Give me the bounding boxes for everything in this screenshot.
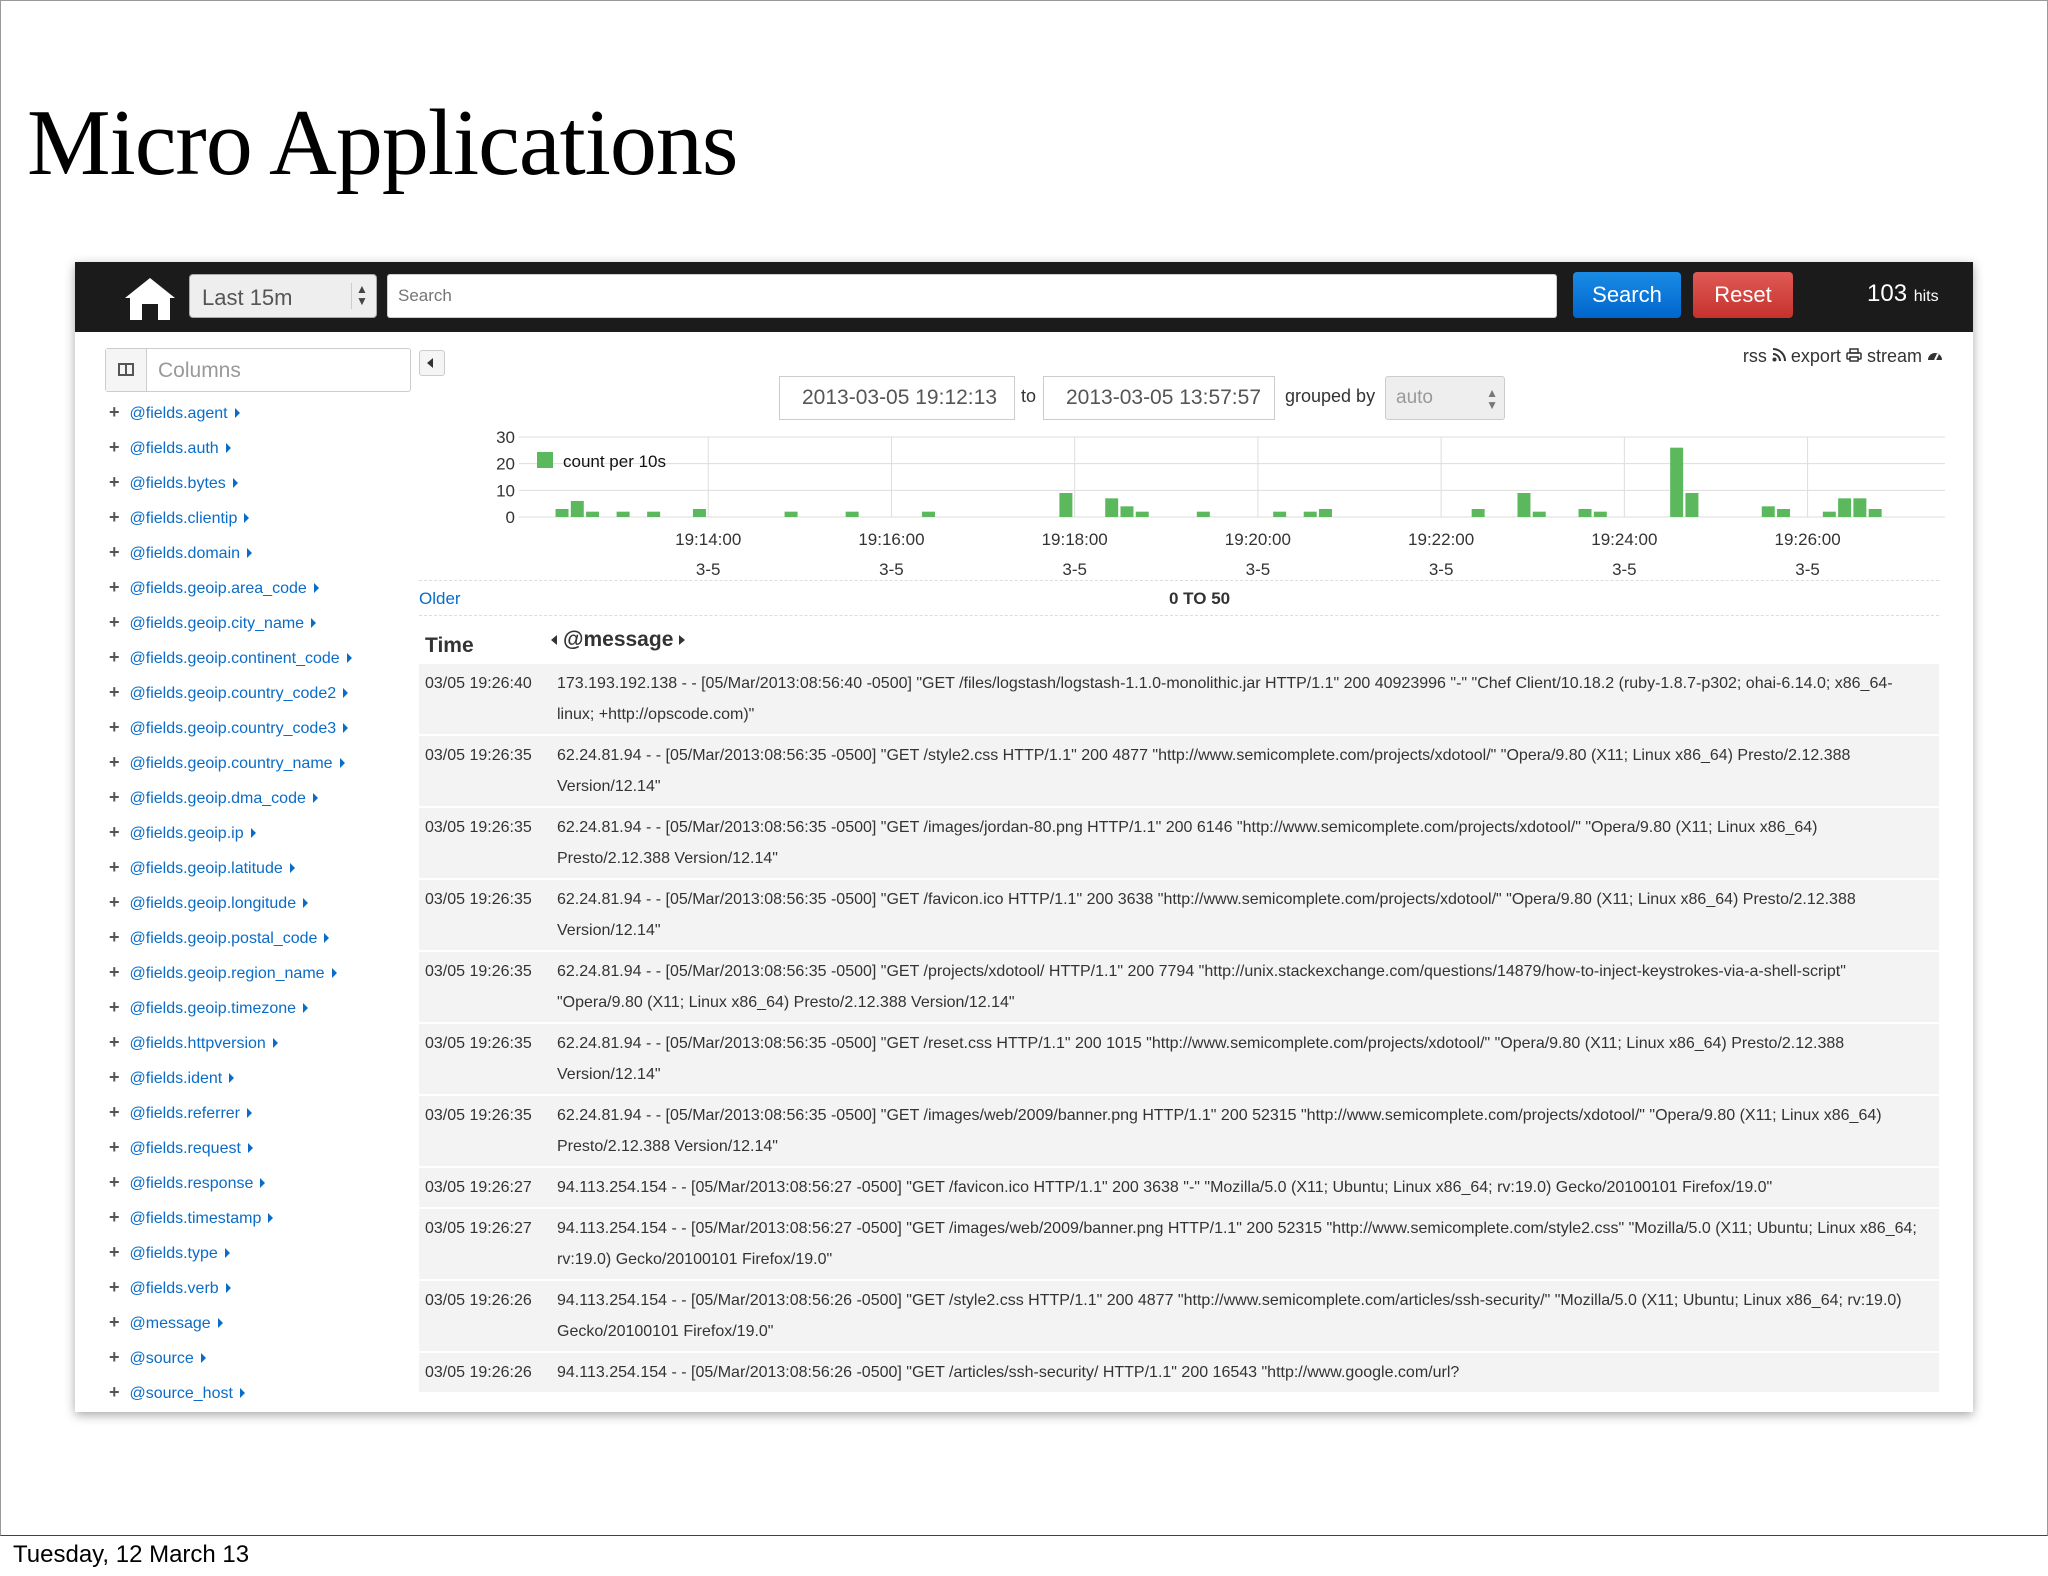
- field-item[interactable]: [109, 1172, 352, 1207]
- table-body: [419, 662, 1939, 1392]
- histogram-bar[interactable]: [1533, 512, 1546, 517]
- histogram-bar[interactable]: [1594, 512, 1607, 517]
- add-field-icon[interactable]: +: [109, 927, 120, 947]
- reset-button[interactable]: Reset: [1693, 272, 1793, 318]
- add-field-icon[interactable]: +: [109, 1172, 120, 1192]
- chevron-left-icon: [427, 358, 433, 368]
- move-left-icon[interactable]: [551, 635, 557, 645]
- field-item[interactable]: [109, 1242, 352, 1277]
- hits-label: hits: [1913, 288, 1939, 305]
- field-name[interactable]: @fields.type: [129, 1245, 218, 1262]
- field-item[interactable]: [109, 1207, 352, 1242]
- histogram-bar[interactable]: [1304, 512, 1317, 517]
- field-name[interactable]: @fields.domain: [129, 545, 241, 562]
- row-time: 03/05 19:26:35: [425, 1107, 532, 1124]
- row-message: 62.24.81.94 - - [05/Mar/2013:08:56:35 -0500] "GET /images/jordan-80.png HTTP/1.1" 200 6146 "http://www.semicomplete.com/projects/xdotool/" "Opera/9.80 (X11; Linux x86_64) Presto/2.12.388 Version/12.14": [557, 819, 1818, 867]
- histogram-bar[interactable]: [1670, 448, 1683, 517]
- field-name[interactable]: @fields.verb: [129, 1280, 219, 1297]
- add-field-icon[interactable]: +: [109, 542, 120, 562]
- field-name[interactable]: @fields.request: [129, 1140, 241, 1157]
- caret-right-icon[interactable]: [343, 688, 348, 698]
- to-label: to: [1021, 386, 1037, 406]
- add-field-icon[interactable]: +: [109, 1347, 120, 1367]
- add-field-icon[interactable]: +: [109, 1207, 120, 1227]
- select-arrows-icon: ▲ ▼: [1486, 386, 1498, 412]
- field-name[interactable]: @fields.geoip.country_code2: [129, 685, 337, 702]
- row-message: 94.113.254.154 - - [05/Mar/2013:08:56:27 -0500] "GET /images/web/2009/banner.png HTTP/1.1" 200 52315 "http://www.semicomplete.com/style2.css" "Mozilla/5.0 (X11; Ubuntu; Linux x86_64; rv:19.0) Gecko/20100101 Firefox/19.0": [557, 1220, 1917, 1268]
- caret-right-icon[interactable]: [311, 618, 316, 628]
- field-item[interactable]: [109, 787, 352, 822]
- caret-right-icon[interactable]: [226, 1283, 231, 1293]
- field-item[interactable]: [109, 577, 352, 612]
- add-field-icon[interactable]: +: [109, 997, 120, 1017]
- add-field-icon[interactable]: +: [109, 437, 120, 457]
- histogram-bar[interactable]: [1762, 506, 1775, 517]
- hits-count: 103: [1867, 280, 1908, 307]
- field-name[interactable]: @fields.response: [129, 1175, 254, 1192]
- print-icon: [1846, 348, 1862, 362]
- field-item[interactable]: [109, 752, 352, 787]
- row-message: 62.24.81.94 - - [05/Mar/2013:08:56:35 -0500] "GET /projects/xdotool/ HTTP/1.1" 200 7794 "http://unix.stackexchange.com/questions/14879/how-to-inject-keystrokes-via-a-shell-script" "Opera/9.80 (X11; Linux x86_64) Presto/2.12.388 Version/12.14": [557, 963, 1846, 1011]
- row-message: 62.24.81.94 - - [05/Mar/2013:08:56:35 -0500] "GET /reset.css HTTP/1.1" 200 1015 "http://www.semicomplete.com/projects/xdotool/" "Opera/9.80 (X11; Linux x86_64) Presto/2.12.388 Version/12.14": [557, 1035, 1845, 1083]
- add-field-icon[interactable]: +: [109, 892, 120, 912]
- caret-right-icon[interactable]: [273, 1038, 278, 1048]
- histogram-bar[interactable]: [556, 509, 569, 517]
- field-name[interactable]: @fields.geoip.country_code3: [129, 720, 337, 737]
- field-item[interactable]: [109, 682, 352, 717]
- select-arrows-icon: ▲ ▼: [351, 283, 372, 309]
- caret-right-icon[interactable]: [314, 583, 319, 593]
- export-link[interactable]: export: [1790, 346, 1841, 366]
- y-tick-label: 20: [496, 454, 515, 474]
- add-field-icon[interactable]: +: [109, 717, 120, 737]
- footer-date: Tuesday, 12 March 13: [13, 1541, 250, 1568]
- field-item[interactable]: [109, 507, 352, 542]
- caret-right-icon[interactable]: [218, 1318, 223, 1328]
- add-field-icon[interactable]: +: [109, 577, 120, 597]
- field-name[interactable]: @source: [129, 1350, 194, 1367]
- field-item[interactable]: [109, 437, 352, 472]
- time-column-header[interactable]: Time: [425, 634, 474, 657]
- field-item[interactable]: [109, 822, 352, 857]
- table-row[interactable]: [419, 1279, 1939, 1351]
- row-time: 03/05 19:26:35: [425, 963, 532, 980]
- histogram-bar[interactable]: [1319, 509, 1332, 517]
- export-links: [1743, 346, 1943, 367]
- field-name[interactable]: @fields.ident: [129, 1070, 223, 1087]
- x-tick-label: 19:20:00: [1224, 530, 1291, 549]
- search-button[interactable]: Search: [1573, 272, 1681, 318]
- field-item[interactable]: [109, 1312, 352, 1347]
- histogram-bar[interactable]: [846, 512, 859, 517]
- field-name[interactable]: @fields.geoip.city_name: [129, 615, 305, 632]
- stream-link[interactable]: stream: [1866, 346, 1922, 366]
- add-field-icon[interactable]: +: [109, 857, 120, 877]
- caret-right-icon[interactable]: [347, 653, 352, 663]
- table-row[interactable]: [419, 734, 1939, 806]
- histogram-bar[interactable]: [1472, 509, 1485, 517]
- x-tick-date-label: 3-5: [1062, 560, 1087, 579]
- rss-link[interactable]: rss: [1742, 346, 1767, 366]
- caret-right-icon[interactable]: [251, 828, 256, 838]
- caret-right-icon[interactable]: [290, 863, 295, 873]
- field-item[interactable]: [109, 927, 352, 962]
- caret-right-icon[interactable]: [340, 758, 345, 768]
- histogram-bar[interactable]: [1059, 493, 1072, 517]
- result-range: 0 TO 50: [1169, 589, 1231, 608]
- legend-label: count per 10s: [563, 452, 667, 471]
- hits-counter: [1867, 280, 1939, 308]
- field-name[interactable]: @fields.timestamp: [129, 1210, 262, 1227]
- slide-title: Micro Applications: [27, 91, 738, 195]
- x-tick-date-label: 3-5: [1612, 560, 1637, 579]
- caret-right-icon[interactable]: [235, 408, 240, 418]
- add-field-icon[interactable]: +: [109, 752, 120, 772]
- table-header: [419, 622, 1939, 662]
- field-name[interactable]: @fields.geoip.region_name: [129, 965, 325, 982]
- row-time: 03/05 19:26:35: [425, 1035, 532, 1052]
- table-row[interactable]: [419, 1094, 1939, 1166]
- x-tick-label: 19:18:00: [1041, 530, 1108, 549]
- histogram-bar[interactable]: [1517, 493, 1530, 517]
- caret-right-icon[interactable]: [313, 793, 318, 803]
- x-tick-label: 19:14:00: [675, 530, 742, 549]
- row-time: 03/05 19:26:26: [425, 1364, 532, 1381]
- x-tick-label: 19:16:00: [858, 530, 925, 549]
- field-item[interactable]: [109, 962, 352, 997]
- caret-right-icon[interactable]: [240, 1388, 245, 1398]
- top-navbar: [75, 262, 1973, 332]
- histogram-bar[interactable]: [1853, 498, 1866, 517]
- histogram-bar[interactable]: [586, 512, 599, 517]
- field-name[interactable]: @fields.bytes: [129, 475, 226, 492]
- row-message: 62.24.81.94 - - [05/Mar/2013:08:56:35 -0500] "GET /images/web/2009/banner.png HTTP/1.1" 200 52315 "http://www.semicomplete.com/projects/xdotool/" "Opera/9.80 (X11; Linux x86_64) Presto/2.12.388 Version/12.14": [557, 1107, 1882, 1155]
- histogram-bar[interactable]: [1273, 512, 1286, 517]
- add-field-icon[interactable]: +: [109, 1067, 120, 1087]
- x-tick-label: 19:22:00: [1408, 530, 1475, 549]
- row-message: 62.24.81.94 - - [05/Mar/2013:08:56:35 -0500] "GET /style2.css HTTP/1.1" 200 4877 "http://www.semicomplete.com/projects/xdotool/" "Opera/9.80 (X11; Linux x86_64) Presto/2.12.388 Version/12.14": [557, 747, 1851, 795]
- caret-right-icon[interactable]: [201, 1353, 206, 1363]
- field-name[interactable]: @fields.geoip.continent_code: [129, 650, 340, 667]
- y-tick-label: 10: [496, 481, 515, 501]
- columns-icon: [106, 349, 147, 391]
- add-field-icon[interactable]: +: [109, 1242, 120, 1262]
- x-tick-label: 19:24:00: [1591, 530, 1658, 549]
- field-name[interactable]: @fields.geoip.latitude: [129, 860, 283, 877]
- caret-right-icon[interactable]: [324, 933, 329, 943]
- histogram-bar[interactable]: [693, 509, 706, 517]
- field-name[interactable]: @fields.geoip.longitude: [129, 895, 297, 912]
- field-name[interactable]: @fields.geoip.timezone: [129, 1000, 297, 1017]
- field-item[interactable]: [109, 647, 352, 682]
- caret-right-icon[interactable]: [303, 898, 308, 908]
- caret-right-icon[interactable]: [303, 1003, 308, 1013]
- field-item[interactable]: [109, 1067, 352, 1102]
- message-header-label: @message: [563, 628, 674, 651]
- table-row[interactable]: [419, 878, 1939, 950]
- field-list: [109, 402, 352, 1412]
- columns-label: Columns: [158, 359, 241, 382]
- field-item[interactable]: [109, 1382, 352, 1412]
- timeframe-value: Last 15m: [202, 285, 293, 310]
- field-item[interactable]: [109, 892, 352, 927]
- row-time: 03/05 19:26:35: [425, 747, 532, 764]
- caret-right-icon[interactable]: [225, 1248, 230, 1258]
- x-tick-date-label: 3-5: [879, 560, 904, 579]
- field-item[interactable]: [109, 472, 352, 507]
- row-time: 03/05 19:26:26: [425, 1292, 532, 1309]
- row-message: 94.113.254.154 - - [05/Mar/2013:08:56:26 -0500] "GET /style2.css HTTP/1.1" 200 4877 "http://www.semicomplete.com/articles/ssh-security/" "Mozilla/5.0 (X11; Ubuntu; Linux x86_64; rv:19.0) Gecko/20100101 Firefox/19.0": [557, 1292, 1902, 1340]
- histogram-bar[interactable]: [922, 512, 935, 517]
- caret-right-icon[interactable]: [226, 443, 231, 453]
- row-time: 03/05 19:26:27: [425, 1179, 532, 1196]
- histogram-bar[interactable]: [1136, 512, 1149, 517]
- histogram-bar[interactable]: [571, 501, 584, 517]
- add-field-icon[interactable]: +: [109, 472, 120, 492]
- field-name[interactable]: @fields.clientip: [129, 510, 238, 527]
- row-message: 94.113.254.154 - - [05/Mar/2013:08:56:26 -0500] "GET /articles/ssh-security/ HTTP/1.1" 200 16543 "http://www.google.com/url?: [557, 1364, 1460, 1381]
- message-column-header[interactable]: [551, 628, 685, 652]
- columns-filter[interactable]: [105, 348, 411, 392]
- add-field-icon[interactable]: +: [109, 962, 120, 982]
- table-row[interactable]: [419, 806, 1939, 878]
- histogram-chart: [415, 412, 1955, 582]
- add-field-icon[interactable]: +: [109, 1137, 120, 1157]
- field-item[interactable]: [109, 402, 352, 437]
- field-item[interactable]: [109, 542, 352, 577]
- table-row[interactable]: [419, 1166, 1939, 1207]
- histogram-bar[interactable]: [647, 512, 660, 517]
- field-item[interactable]: [109, 1277, 352, 1312]
- row-time: 03/05 19:26:40: [425, 675, 532, 692]
- table-row[interactable]: [419, 1351, 1939, 1392]
- add-field-icon[interactable]: +: [109, 1277, 120, 1297]
- x-tick-date-label: 3-5: [1428, 560, 1454, 579]
- field-name[interactable]: @fields.auth: [129, 440, 219, 457]
- add-field-icon[interactable]: +: [109, 1312, 120, 1332]
- field-name[interactable]: @fields.geoip.country_name: [129, 755, 333, 772]
- caret-right-icon[interactable]: [247, 1108, 252, 1118]
- row-message: 173.193.192.138 - - [05/Mar/2013:08:56:40 -0500] "GET /files/logstash/logstash-1.1.0-monolithic.jar HTTP/1.1" 200 40923996 "-" "Chef Client/10.18.2 (ruby-1.8.7-p302; ohai-6.14.0; x86_64-linux; +http://opscode.com)": [557, 675, 1893, 723]
- field-item[interactable]: [109, 997, 352, 1032]
- histogram-bar[interactable]: [1823, 512, 1836, 517]
- move-right-icon[interactable]: [679, 635, 685, 645]
- collapse-sidebar-button[interactable]: [419, 350, 445, 376]
- field-name[interactable]: @fields.geoip.area_code: [129, 580, 307, 597]
- add-field-icon[interactable]: +: [109, 612, 120, 632]
- interval-value: auto: [1396, 387, 1433, 408]
- results-table: [419, 622, 1939, 1392]
- caret-right-icon[interactable]: [229, 1073, 234, 1083]
- field-item[interactable]: [109, 717, 352, 752]
- caret-right-icon[interactable]: [233, 478, 238, 488]
- field-name[interactable]: @fields.geoip.dma_code: [129, 790, 306, 807]
- field-name[interactable]: @fields.httpversion: [129, 1035, 266, 1052]
- field-name[interactable]: @message: [129, 1315, 211, 1332]
- field-name[interactable]: @source_host: [129, 1385, 233, 1402]
- row-time: 03/05 19:26:35: [425, 891, 532, 908]
- histogram-bar[interactable]: [1197, 512, 1210, 517]
- histogram-bar[interactable]: [1685, 493, 1698, 517]
- field-item[interactable]: [109, 1102, 352, 1137]
- y-tick-label: 0: [505, 508, 515, 527]
- home-icon[interactable]: [123, 276, 177, 322]
- add-field-icon[interactable]: +: [109, 822, 120, 842]
- caret-right-icon[interactable]: [260, 1178, 265, 1188]
- row-message: 94.113.254.154 - - [05/Mar/2013:08:56:27 -0500] "GET /favicon.ico HTTP/1.1" 200 3638 "-" "Mozilla/5.0 (X11; Ubuntu; Linux x86_64; rv:19.0) Gecko/20100101 Firefox/19.0": [557, 1179, 1773, 1196]
- add-field-icon[interactable]: +: [109, 402, 120, 422]
- add-field-icon[interactable]: +: [109, 507, 120, 527]
- kibana-app: [75, 262, 1973, 1412]
- y-tick-label: 30: [496, 428, 515, 447]
- field-name[interactable]: @fields.geoip.ip: [129, 825, 244, 842]
- add-field-icon[interactable]: +: [109, 682, 120, 702]
- caret-right-icon[interactable]: [248, 1143, 253, 1153]
- caret-right-icon[interactable]: [343, 723, 348, 733]
- histogram-bar[interactable]: [1579, 509, 1592, 517]
- table-row[interactable]: [419, 662, 1939, 734]
- add-field-icon[interactable]: +: [109, 1102, 120, 1122]
- caret-right-icon[interactable]: [268, 1213, 273, 1223]
- row-time: 03/05 19:26:27: [425, 1220, 532, 1237]
- field-item[interactable]: [109, 1032, 352, 1067]
- histogram-bar[interactable]: [1869, 509, 1882, 517]
- x-tick-label: 19:26:00: [1774, 530, 1841, 549]
- histogram-bar[interactable]: [785, 512, 798, 517]
- field-item[interactable]: [109, 1137, 352, 1172]
- row-message: 62.24.81.94 - - [05/Mar/2013:08:56:35 -0500] "GET /favicon.ico HTTP/1.1" 200 3638 "http://www.semicomplete.com/projects/xdotool/" "Opera/9.80 (X11; Linux x86_64) Presto/2.12.388 Version/12.14": [557, 891, 1856, 939]
- older-link[interactable]: Older: [419, 589, 461, 608]
- caret-right-icon[interactable]: [247, 548, 252, 558]
- histogram-bar[interactable]: [1838, 498, 1851, 517]
- x-tick-date-label: 3-5: [1795, 560, 1820, 579]
- field-name[interactable]: @fields.referrer: [129, 1105, 241, 1122]
- histogram-bar[interactable]: [1777, 509, 1790, 517]
- add-field-icon[interactable]: +: [109, 647, 120, 667]
- date-from-input[interactable]: 2013-03-05 19:12:13: [779, 376, 1015, 420]
- table-row[interactable]: [419, 1207, 1939, 1279]
- histogram-bar[interactable]: [1120, 506, 1133, 517]
- field-name[interactable]: @fields.geoip.postal_code: [129, 930, 318, 947]
- legend-swatch: [537, 452, 553, 468]
- timeframe-select[interactable]: [189, 274, 377, 318]
- search-input[interactable]: [387, 274, 1557, 318]
- caret-right-icon[interactable]: [332, 968, 337, 978]
- x-tick-date-label: 3-5: [1245, 560, 1271, 579]
- dashboard-icon: [1927, 348, 1943, 362]
- table-row[interactable]: [419, 1022, 1939, 1094]
- date-to-input[interactable]: 2013-03-05 13:57:57: [1043, 376, 1275, 420]
- table-row[interactable]: [419, 950, 1939, 1022]
- row-time: 03/05 19:26:35: [425, 819, 532, 836]
- field-item[interactable]: [109, 857, 352, 892]
- add-field-icon[interactable]: +: [109, 787, 120, 807]
- field-name[interactable]: @fields.agent: [129, 405, 228, 422]
- add-field-icon[interactable]: +: [109, 1382, 120, 1402]
- caret-right-icon[interactable]: [244, 513, 249, 523]
- field-item[interactable]: [109, 612, 352, 647]
- pager: [419, 580, 1939, 616]
- grouped-by-label: grouped by: [1285, 386, 1376, 406]
- x-tick-date-label: 3-5: [695, 560, 721, 579]
- histogram-bar[interactable]: [617, 512, 630, 517]
- field-item[interactable]: [109, 1347, 352, 1382]
- rss-icon: [1772, 348, 1786, 362]
- add-field-icon[interactable]: +: [109, 1032, 120, 1052]
- histogram-bar[interactable]: [1105, 498, 1118, 517]
